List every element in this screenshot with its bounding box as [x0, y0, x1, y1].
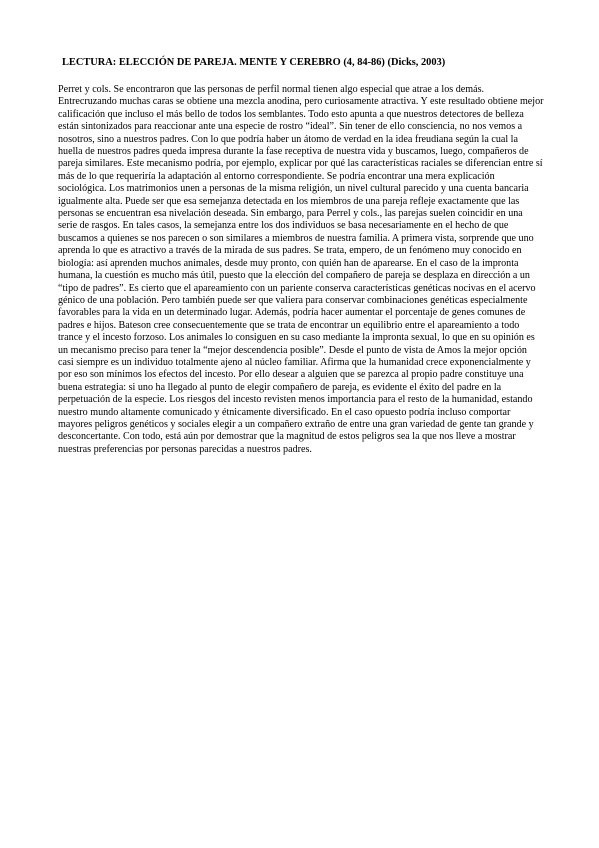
body-paragraph: Perret y cols. Se encontraron que las personas de perfil normal tienen algo especial que atrae a los demás. Entrecruzando muchas caras se obtiene una mezcla anodina, pero curiosamente atractiva. Y este resultado obtiene mejor calificación que incluso el más bello de todos los semblantes. Todo esto apunta a que nuestros detectores de belleza están sintonizados para reaccionar ante una especie de rostro “ideal”. Sin tener de ello consciencia, no nos vemos a nosotros, sino a nuestros padres. Con lo que podría haber un átomo de verdad en la idea freudiana según la cual la huella de nuestros padres queda impresa durante la fase receptiva de nuestra vida y buscamos, luego, compañeros de pareja similares. Este mecanismo podría, por ejemplo, explicar por qué las características raciales se diferencian entre sí más de lo que requeriría la adaptación al entorno correspondiente. Se podría encontrar una mera explicación sociológica. Los matrimonios unen a personas de la misma religión, un nivel cultural parecido y una cuenta bancaria igualmente alta. Puede ser que esa semejanza detectada en los miembros de una pareja refleje exactamente que las personas se encuentran esa nivelación deseada. Sin embargo, para Perrel y cols., las parejas suelen coincidir en una serie de rasgos. En tales casos, la semejanza entre los dos individuos se basa necesariamente en el hecho de que buscamos a quienes se nos parecen o son similares a miembros de nuestra familia. A primera vista, sorprende que uno aprenda lo que es atractivo a través de la mirada de sus padres. Se trata, empero, de un fenómeno muy conocido en biología: así aprenden muchos animales, desde muy pronto, con quién han de aparearse. En el caso de la impronta humana, la cuestión es mucho más útil, puesto que la elección del compañero de pareja se desplaza en dirección a un “tipo de padres”. Es cierto que el apareamiento con un pariente conserva características genéticas nocivas en el acervo génico de una población. Pero también puede ser que valiera para conservar combinaciones genéticas especialmente favorables para la vida en un determinado lugar. Además, podría hacer aumentar el porcentaje de genes comunes de padres e hijos. Bateson cree consecuentemente que se trata de encontrar un equilibrio entre el apareamiento a todo trance y el incesto forzoso. Los animales lo consiguen en su caso mediante la impronta sexual, lo que en su opinión es un mecanismo preciso para tener la “mejor descendencia posible”. Desde el punto de vista de Amos la mejor opción casi siempre es un individuo totalmente ajeno al núcleo familiar. Afirma que la humanidad crece exponencialmente y por eso son mínimos los efectos del incesto. Por ello desear a alguien que se parezca al propio padre constituye una buena estrategia: si uno ha llegado al punto de elegir compañero de pareja, es evidente el éxito del padre en la perpetuación de la especie. Los riesgos del incesto revisten menos importancia para el resto de la humanidad, estando nuestro mundo altamente comunicado y étnicamente diversificado. En el caso opuesto podría incluso comportar mayores peligros genéticos y sociales elegir a un compañero extraño de entre una gran variedad de gente tan grande y desconcertante. Con todo, está aún por demostrar que la magnitud de estos peligros sea la que nos lleve a mostrar nuestras preferencias por personas parecidas a nuestros padres.: [58, 84, 544, 455]
document-title: LECTURA: ELECCIÓN DE PAREJA. MENTE Y CEREBRO (4, 84-86) (Dicks, 2003): [62, 57, 446, 68]
